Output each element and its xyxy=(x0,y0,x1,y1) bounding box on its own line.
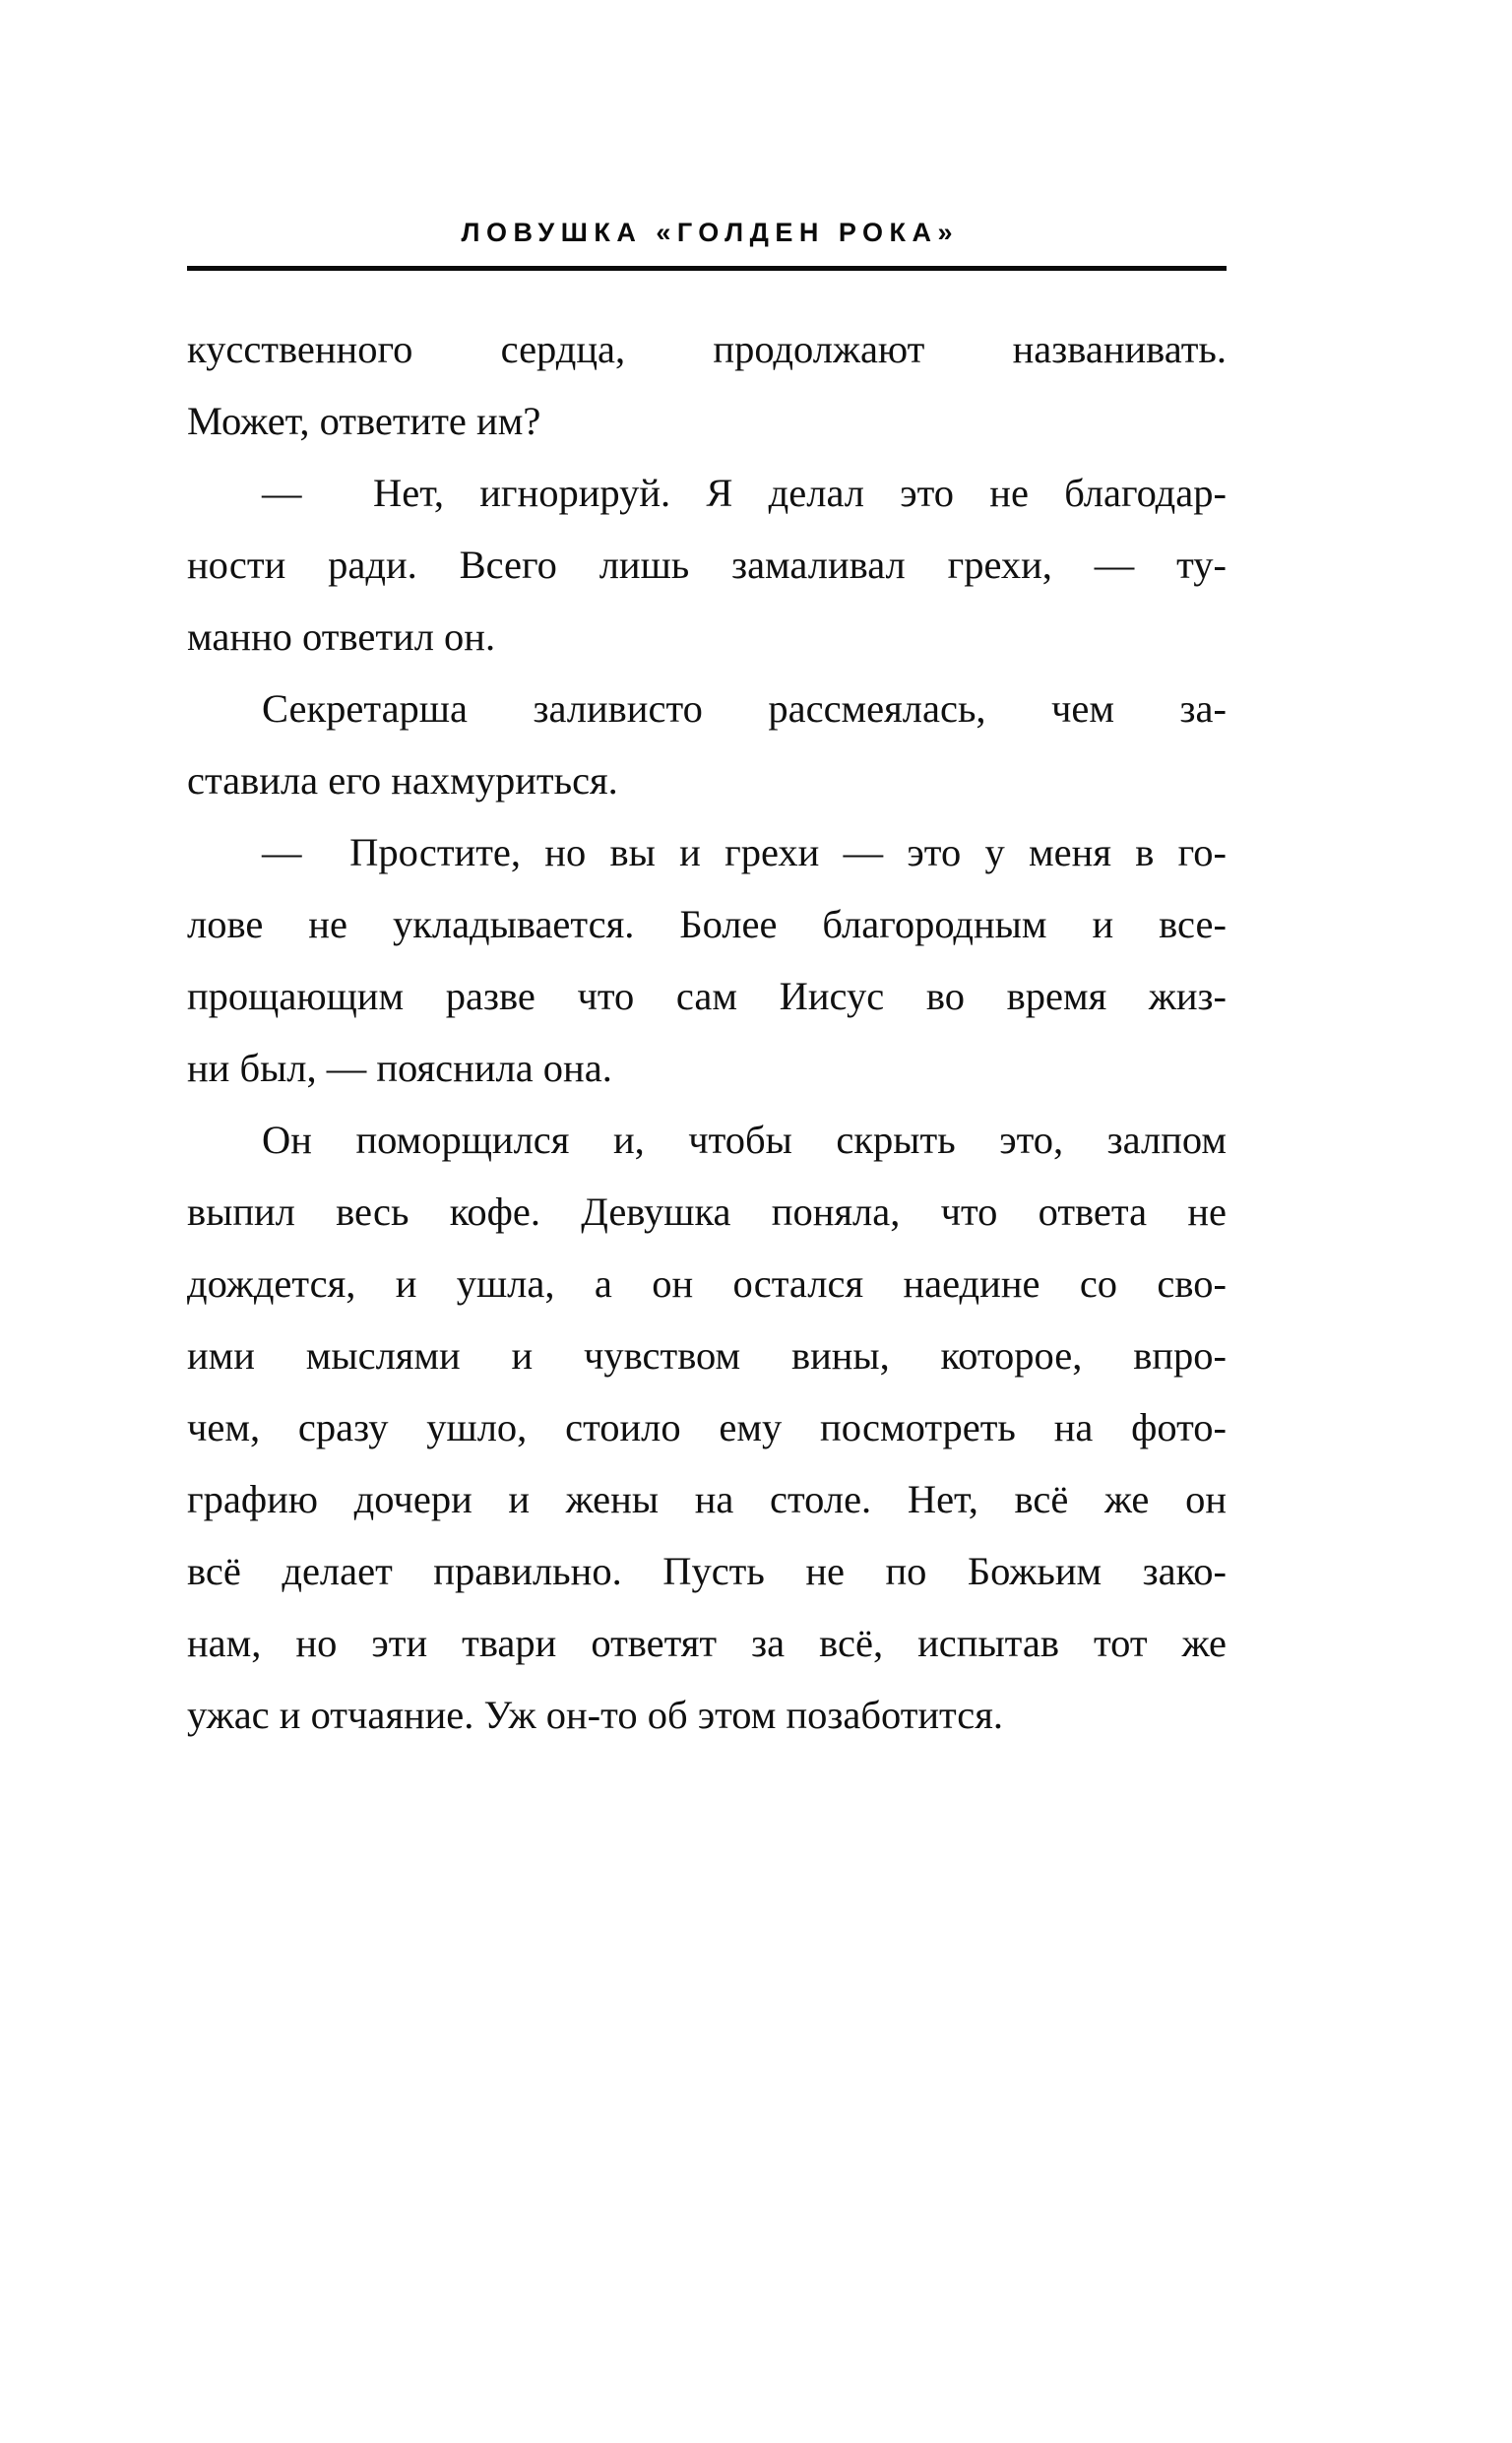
body-line: дождется, и ушла, а он остался наедине со сво- xyxy=(187,1261,1227,1306)
body-paragraph xyxy=(187,673,1227,816)
body-paragraph xyxy=(187,816,1227,1104)
body-line: ужас и отчаяние. Уж он-то об этом позаботится. xyxy=(187,1693,1003,1737)
body-line: графию дочери и жены на столе. Нет, всё же он xyxy=(187,1477,1227,1521)
body-line: кусственного сердца, продолжают названивать. xyxy=(187,327,1227,371)
body-line: Может, ответите им? xyxy=(187,399,541,443)
body-paragraph xyxy=(187,457,1227,673)
body-paragraph xyxy=(187,313,1227,457)
body-line: ставила его нахмуриться. xyxy=(187,758,618,803)
body-line: ности ради. Всего лишь замаливал грехи, — ту- xyxy=(187,543,1227,587)
body-line: ими мыслями и чувством вины, которое, впро- xyxy=(187,1333,1227,1378)
body-line: чем, сразу ушло, стоило ему посмотреть на фото- xyxy=(187,1405,1227,1449)
body-line: Секретарша заливисто рассмеялась, чем за- xyxy=(262,686,1227,731)
body-text-block xyxy=(187,313,1227,1751)
header-divider-rule xyxy=(187,266,1227,271)
paragraph-list xyxy=(187,313,1227,1751)
body-line: выпил весь кофе. Девушка поняла, что ответа не xyxy=(187,1189,1227,1234)
body-line: — Простите, но вы и грехи — это у меня в го- xyxy=(262,830,1227,874)
body-line: ни был, — пояснила она. xyxy=(187,1046,612,1090)
body-paragraph xyxy=(187,1104,1227,1751)
body-line: лове не укладывается. Более благородным и все- xyxy=(187,902,1227,946)
body-line: прощающим разве что сам Иисус во время жиз- xyxy=(187,974,1227,1018)
body-line: всё делает правильно. Пусть не по Божьим зако- xyxy=(187,1549,1227,1593)
body-line: нам, но эти твари ответят за всё, испытав тот же xyxy=(187,1621,1227,1665)
body-line: — Нет, игнорируй. Я делал это не благодар- xyxy=(262,471,1227,515)
body-line: Он поморщился и, чтобы скрыть это, залпом xyxy=(262,1118,1227,1162)
body-line: манно ответил он. xyxy=(187,614,496,659)
running-head-title: ЛОВУШКА «ГОЛДЕН РОКА» xyxy=(461,218,959,247)
